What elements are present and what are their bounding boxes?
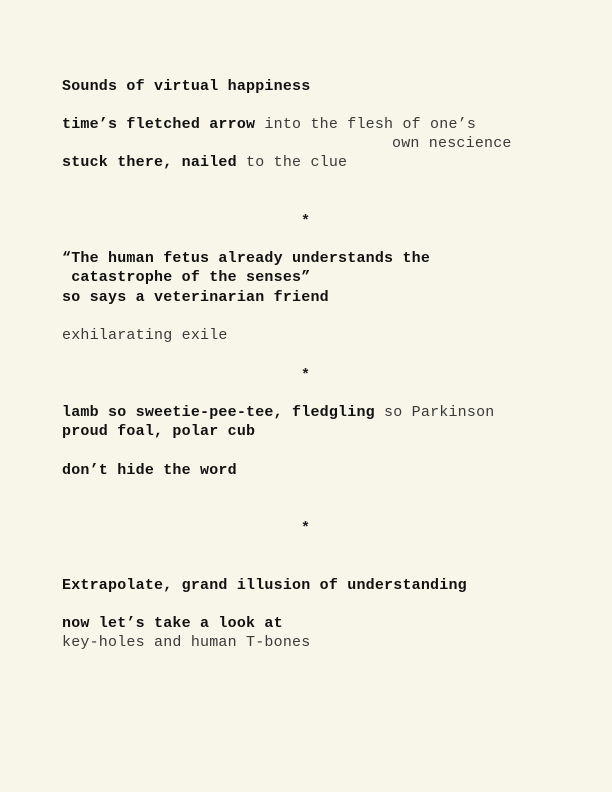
section-separator-1: *: [301, 213, 311, 230]
section-separator-3: *: [301, 520, 311, 537]
stanza4-line2: now let’s take a look at: [62, 615, 283, 632]
stanza1-line3-bold: stuck there, nailed: [62, 154, 237, 171]
stanza1-line2: own nescience: [392, 135, 512, 152]
poem-title: Sounds of virtual happiness: [62, 78, 311, 95]
stanza2-line1: “The human fetus already understands the: [62, 250, 431, 267]
stanza2-line3: so says a veterinarian friend: [62, 289, 329, 306]
stanza1-line1: [62, 115, 476, 134]
stanza1-line3-plain: to the clue: [236, 154, 348, 171]
stanza3-line1-plain: so Parkinson: [374, 404, 495, 421]
stanza2-line2: catastrophe of the senses”: [62, 269, 311, 286]
stanza3-line1-bold: lamb so sweetie-pee-tee, fledgling: [62, 404, 375, 421]
stanza3-line2: proud foal, polar cub: [62, 423, 256, 440]
section-separator-2: *: [301, 367, 311, 384]
stanza4-line1: Extrapolate, grand illusion of understanding: [62, 577, 467, 594]
stanza3-line1: [62, 403, 494, 422]
stanza3-line3: don’t hide the word: [62, 462, 237, 479]
stanza1-line1-bold: time’s fletched arrow: [62, 116, 256, 133]
stanza1-line3: [62, 153, 347, 172]
stanza2-line4: exhilarating exile: [62, 327, 228, 344]
stanza4-line3: key-holes and human T-bones: [62, 634, 311, 651]
stanza1-line1-plain: into the flesh of one’s: [255, 116, 477, 133]
